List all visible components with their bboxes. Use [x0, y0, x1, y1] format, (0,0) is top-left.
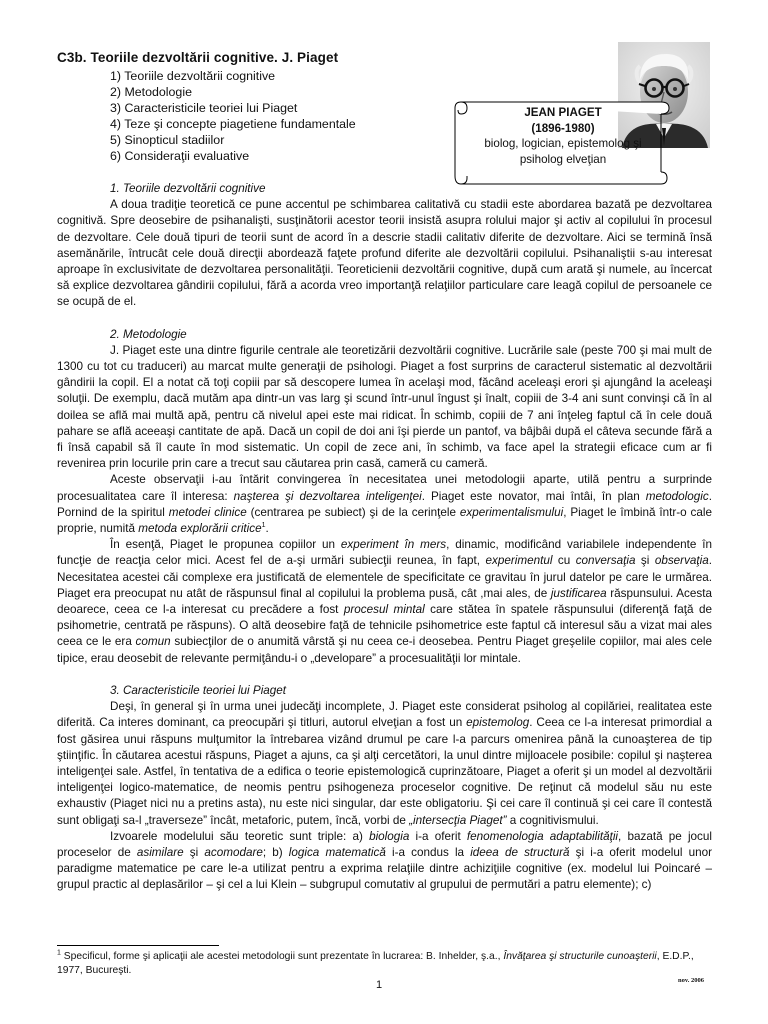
toc-item: 3) Caracteristicile teoriei lui Piaget [110, 101, 298, 115]
main-content [57, 181, 712, 894]
paragraph: A doua tradiţie teoretică ce pune accentul pe schimbarea calitativă cu stadii este abordarea bazată pe dezvoltarea cognitivă. Spre deosebire de psihanalişti, susţinătorii acestor teorii insistă asupra rolului major şi activ al copilului în procesul de dezvoltare. Cele două tipuri de teorii sunt de acord în a descrie stadii calitativ diferite de dezvoltare. Aici se termină însă asemănările, întrucât cele două direcţii abordează faţete profund diferite ale dezvoltării copilului. Psihanaliştii s-au interesat aproape în exclusivitate de dezvoltarea personalităţii. Teoreticienii dezvoltării cognitive, după cum arată şi numele, au încercat să explice dezvoltarea gândirii copilului, fără a acorda vreo importanţă relaţiilor particulare care leagă copilul de persoanele ce se ocupă de el. [57, 198, 712, 309]
page-title: C3b. Teoriile dezvoltării cognitive. J. Piaget [57, 50, 339, 65]
paragraph: În esenţă, Piaget le propunea copiilor un experiment în mers, dinamic, modificând variabilele independente în funcţie de reacţia celor mici. Acest fel de a-şi urmări subiecţii reunea, în fapt, experimentul cu conversaţia şi observaţia. Necesitatea acestei căi complexe era justificată de elementele de specificitate ce gravitau în jurul datelor pe care le urmărea. Piaget era preocupat nu atât de răspunsul final al copilului la problema pusă, cât ,mai ales, de justificarea răspunsului. Acesta deoarece, ceea ce l-a interesat cu precădere a fost procesul mintal care stătea în spatele răspunsului (diferenţă faţă de psihometrie, centrată pe răspuns). O altă deosebire faţă de tehnicile psihometrice este faptul că interesul său a vizat mai ales ceea ce le era comun subiecţilor de o anumită vârstă şi nu ceea ce-i deosebea. Pentru Piaget greşelile copiilor, mai ales cele tipice, erau deosebit de relevante permiţându-i o „developare” a procesualităţii lor mintale. [57, 538, 713, 665]
scroll-text [469, 105, 657, 167]
scroll-name: JEAN PIAGET [524, 106, 602, 119]
page-number: 1 [376, 979, 383, 991]
footnote-ref: 1 [261, 522, 266, 530]
paragraph: Izvoarele modelului său teoretic sunt triple: a) biologia i-a oferit fenomenologia adaptabilităţii, bazată pe jocul proceselor de asimilare şi acomodare; b) logica matematică i-a condus la ideea de structură şi i-a oferit modelul unor paradigme matematice pe care le-a utilizat pentru a exprima relaţiile dintre achiziţiile cognitive (ex. modelul lui Poincaré – grupul practic al deplasărilor – şi cel a lui Klein – subgrupul comutativ al grupului de permutări a patru elemente); c) [57, 829, 712, 892]
scroll-description: biolog, logician, epistemolog şi psiholog elveţian [484, 137, 642, 166]
section-heading-1: 1. Teoriile dezvoltării cognitive [110, 182, 266, 195]
toc-item: 4) Teze şi concepte piagetiene fundamentale [110, 117, 356, 131]
toc-item: 5) Sinopticul stadiilor [110, 133, 225, 147]
paragraph: Aceste observaţii i-au întărit convingerea în necesitatea unei metodologii aparte, utilă pentru a surprinde procesualitatea care îl interesa: naşterea şi dezvoltarea inteligenţei. Piaget este novator, mai întâi, în plan metodologic. Pornind de la spiritul metodei clinice (centrarea pe subiect) şi de la cerinţele experimentalismului, Piaget le îmbină într-o cale proprie, numită metoda explorării critice$^1$. [57, 473, 712, 536]
section-heading-2: 2. Metodologie [110, 327, 187, 341]
paragraph: Deşi, în general şi în urma unei judecăţi incomplete, J. Piaget este considerat psiholog al copilăriei, realitatea este diferită. Ca interes dominant, ca preocupări şi titluri, autorul elveţian a fost un epistemolog. Ceea ce l-a interesat primordial a fost găsirea unui răspuns mulţumitor la întrebarea vizând drumul pe care l-a parcurs omenirea până la cunoaşterea de tip ştiinţific. În căutarea acestui răspuns, Piaget a ajuns, ca şi alţi cercetători, la unul dintre mijloacele posibile: copilul şi naşterea inteligenţei sale. Astfel, în tentativa de a edifica o teorie epistemologică cuprinzătoare, Piaget a oferit şi un model al dezvoltării inteligenţei logico-matematice, de neomis pentru psihogeneza proceselor cognitive. De reţinut că modelul său nu este exhaustiv (Piaget nici nu a pretins asta), nu este nici singular, dar este obligatoriu. Şi cei care îl continuă şi cei care îl contestă sunt obligaţi sa-l „traverseze” încât, metaforic, putem, încă, vorbi de „intersecţia Piaget” a cognitivismului. [57, 700, 712, 827]
toc-item: 1) Teoriile dezvoltării cognitive [110, 69, 276, 83]
footnote-separator [57, 945, 219, 946]
toc-item: 2) Metodologie [110, 85, 192, 99]
table-of-contents [110, 68, 356, 164]
footer-date: nov. 2006 [678, 977, 705, 984]
footnote: $^1$ Specificul, forme şi aplicaţii ale acestei metodologii sunt prezentate în lucrarea: B. Inhelder, ş.a., Învăţarea şi structurile cunoaşterii, E.D.P., 1977, Bucureşti. [57, 949, 694, 976]
biography-scroll [447, 98, 673, 188]
section-heading-3: 3. Caracteristicile teoriei lui Piaget [110, 683, 287, 697]
paragraph: J. Piaget este una dintre figurile centrale ale teoretizării dezvoltării cognitive. Lucrările sale (peste 700 şi mai mult de 1300 cu tot cu traduceri) au marcat multe generaţii de psihologi. Piaget a fost surprins de caracterul sistematic al dezvoltării gândirii la copil. El a notat că toţi copiii par să descopere lumea în acelaşi mod, făcând aceleaşi erori şi ajungând la aceleaşi soluţii. De exemplu, dacă mutăm apa dintr-un vas larg şi scund într-unul îngust şi înalt, copiii de 3-4 ani sunt convinşi că în al doilea se află mai multă apă, pentru că nivelul apei este mai ridicat. În schimb, copiii de 7 ani înţeleg faptul că în cele două pahare se află aceeaşi cantitate de apă. Dacă un copil de doi ani îşi pierde un pantof, va bâjbâi după el câteva secunde fără a fi însă capabil să îl caute în mod sistematic. Un copil de zece ani, în schimb, va face apel la strategii eficace cum ar fi revenirea prin locurile prin care a trecut sau căutarea prin casă, cameră cu cameră. [57, 343, 712, 471]
scroll-years: (1896-1980) [531, 121, 595, 135]
toc-item: 6) Consideraţii evaluative [110, 149, 250, 163]
